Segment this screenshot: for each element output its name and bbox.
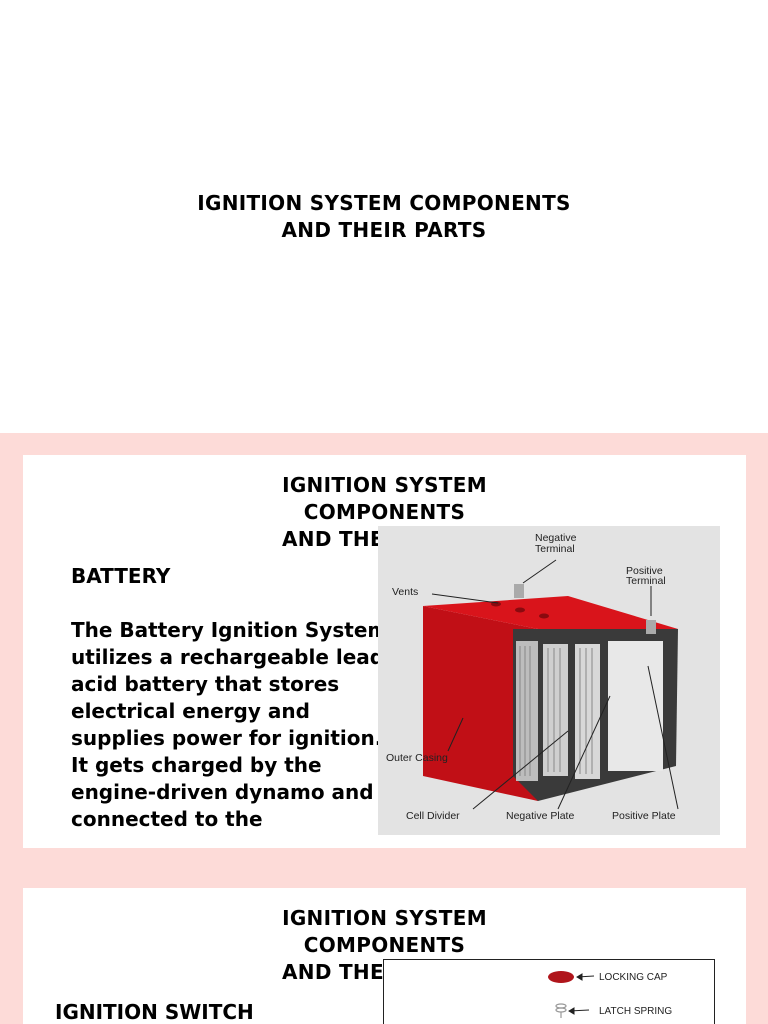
battery-plate	[575, 644, 600, 779]
label-negative-terminal: Negative	[535, 532, 577, 544]
vent	[515, 608, 525, 613]
section-heading: BATTERY	[71, 564, 171, 588]
vent	[539, 614, 549, 619]
battery-plate	[543, 644, 568, 776]
slide-title-line3: AND THEIR PARTS	[282, 527, 487, 551]
slide-title	[0, 190, 768, 244]
label-negative-plate: Negative Plate	[506, 810, 575, 822]
slide-title-line1: IGNITION SYSTEM COMPONENTS	[197, 191, 571, 215]
slide-title-line1: IGNITION SYSTEM	[282, 906, 487, 930]
battery-plate	[516, 641, 538, 781]
locking-cap-icon	[548, 971, 574, 983]
label-vents: Vents	[392, 586, 419, 598]
battery-slide	[23, 455, 746, 848]
slide-title-line2: COMPONENTS	[303, 500, 466, 524]
label-positive-terminal: Terminal	[626, 575, 666, 587]
title-slide	[0, 0, 768, 433]
battery-diagram	[378, 526, 720, 835]
positive-terminal	[646, 620, 656, 634]
slide-title-line2: AND THEIR PARTS	[281, 218, 487, 242]
label-latch-spring: LATCH SPRING	[599, 1006, 673, 1017]
negative-terminal	[514, 584, 524, 598]
battery-description	[71, 563, 401, 833]
label-positive-plate: Positive Plate	[612, 810, 676, 822]
slide-title-line2: COMPONENTS	[303, 933, 466, 957]
ignition-switch-diagram	[383, 959, 715, 1024]
label-negative-terminal: Terminal	[535, 543, 575, 555]
label-locking-cap: LOCKING CAP	[599, 972, 668, 983]
latch-spring-icon	[556, 1004, 566, 1018]
label-cell-divider: Cell Divider	[406, 810, 460, 822]
slide-title-line1: IGNITION SYSTEM	[282, 473, 487, 497]
slide-title-line3: AND THEIR PARTS	[282, 960, 487, 984]
label-positive-terminal: Positive	[626, 565, 663, 577]
section-heading: IGNITION SWITCH	[55, 1000, 254, 1024]
body-paragraph: The Battery Ignition System utilizes a rechargeable lead-acid battery that stores electrical energy and supplies power for ignition. It gets charged by the engine-driven dynamo and is connected to the	[71, 618, 400, 831]
battery-plate	[608, 641, 663, 771]
label-outer-casing: Outer Casing	[386, 752, 448, 764]
ignition-switch-slide	[23, 888, 746, 1024]
